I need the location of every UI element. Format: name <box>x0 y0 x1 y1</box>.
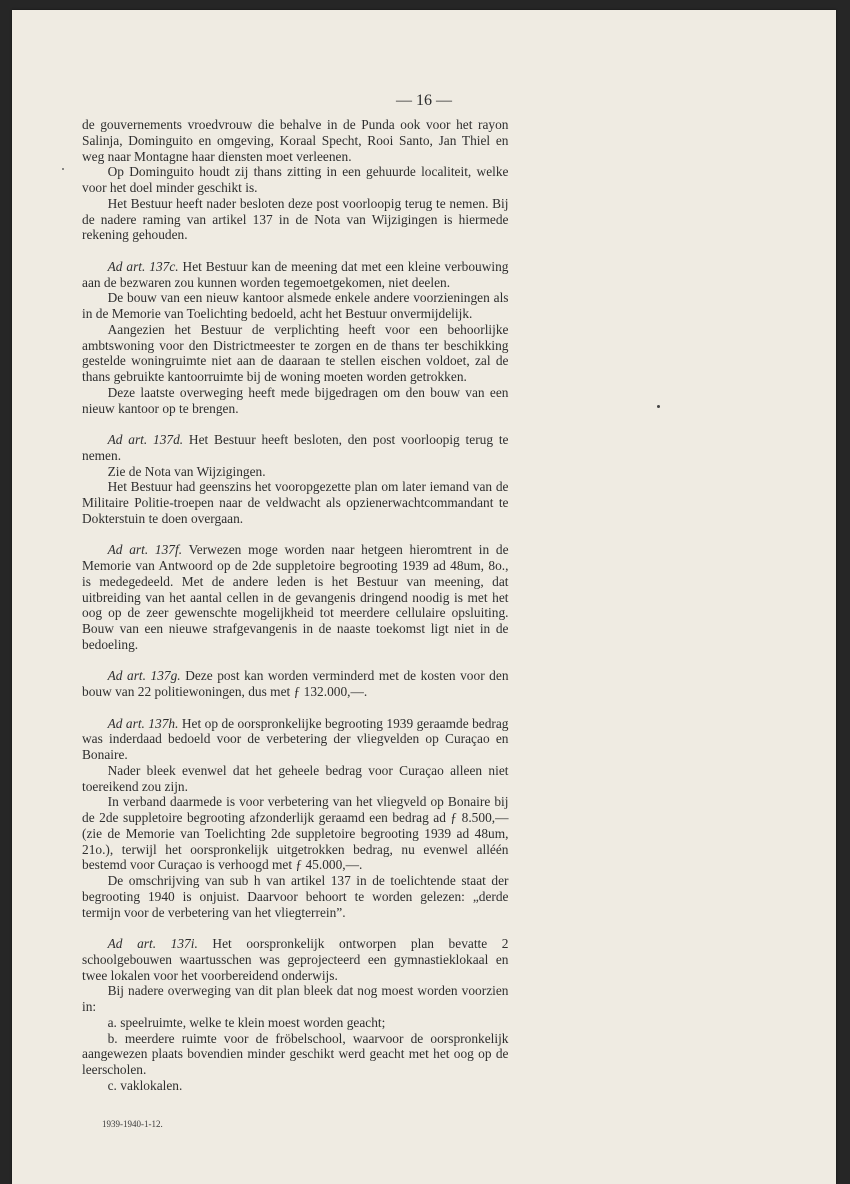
section-137f: Ad art. 137f. Verwezen moge worden naar hetgeen hieromtrent in de Memorie van Antwoord op de 2de suppletoire begrooting 1939 ad 48um, 8o., is medegedeeld. Met de andere leden is het Bestuur van meening, dat uitbreiding van het aantal cellen in de gevangenis dringend noodig is met het oog op de zeer gewenschte mogelijkheid tot meerdere cellulaire opsluiting. Bouw van een nieuwe strafgevangenis in de naaste toekomst ligt niet in de bedoeling. <box>82 542 509 652</box>
article-ref: Ad art. 137f. <box>107 542 183 558</box>
paragraph: Zie de Nota van Wijzigingen. <box>107 463 266 479</box>
document-page <box>12 10 836 1184</box>
paragraph: In verband daarmede is voor verbetering van het vliegveld op Bonaire bij de 2de suppletoire begrooting afzonderlijk geraamd een bedrag ad ƒ 8.500,— (zie de Memorie van Toelichting 2de suppletoire begrooting 1939 ad 48um, 21o.), terwijl het oorspronkelijk uitgetrokken bedrag, nu evenwel alléén bestemd voor Curaçao is verhoogd met ƒ 45.000,—. <box>82 794 509 873</box>
list-item: c. vaklokalen. <box>107 1077 183 1093</box>
list-item: b. meerdere ruimte voor de fröbelschool, waarvoor de oorspronkelijk aangewezen plaats bovendien minder geschikt werd geacht met het oog op de leerscholen. <box>82 1030 509 1077</box>
paragraph: Deze laatste overweging heeft mede bijgedragen om den bouw van een nieuw kantoor op te brengen. <box>82 384 509 416</box>
paragraph: Aangezien het Bestuur de verplichting heeft voor een behoorlijke ambtswoning voor den Districtmeester te zorgen en de thans ter beschikking gestelde woningruimte niet aan de daaraan te stellen eischen voldoet, zal de thans gebruikte kantoorruimte bij de woning moeten worden getrokken. <box>82 321 509 384</box>
article-ref: Ad art. 137c. <box>107 258 179 274</box>
body-text <box>82 117 509 1094</box>
section-137h: Ad art. 137h. Het op de oorspronkelijke begrooting 1939 geraamde bedrag was inderdaad bedoeld voor de verbetering der vliegvelden op Curaçao en Bonaire. <box>82 715 509 762</box>
paragraph: Bij nadere overweging van dit plan bleek dat nog moest worden voorzien in: <box>82 983 509 1014</box>
ink-speck <box>657 405 660 408</box>
paragraph: de gouvernements vroedvrouw die behalve in de Punda ook voor het rayon Salinja, Dominguito en omgeving, Koraal Specht, Rooi Santo, Jan Thiel en weg naar Montagne haar diensten moet verleenen. <box>82 117 509 164</box>
article-ref: Ad art. 137h. <box>107 715 179 731</box>
paragraph: Op Dominguito houdt zij thans zitting in een gehuurde localiteit, welke voor het doel minder geschikt is. <box>82 164 509 195</box>
list-item: a. speelruimte, welke te klein moest worden geacht; <box>107 1014 386 1030</box>
paragraph: Het Bestuur had geenszins het vooropgezette plan om later iemand van de Militaire Politie-troepen naar de veldwacht als opzienerwachtcommandant te Dokterstuin te doen overgaan. <box>82 479 509 526</box>
article-ref: Ad art. 137g. <box>107 668 181 684</box>
article-ref: Ad art. 137d. <box>107 432 184 447</box>
paragraph: Nader bleek evenwel dat het geheele bedrag voor Curaçao alleen niet toereikend zou zijn. <box>82 762 509 794</box>
section-137g: Ad art. 137g. Deze post kan worden verminderd met de kosten voor den bouw van 22 politiewoningen, dus met ƒ 132.000,—. <box>82 668 509 699</box>
section-137c: Ad art. 137c. Het Bestuur kan de meening dat met een kleine verbouwing aan de bezwaren zou kunnen worden tegemoetgekomen, niet deelen. <box>82 258 509 290</box>
section-137d: Ad art. 137d. Het Bestuur heeft besloten, den post voorloopig terug te nemen. <box>82 432 509 463</box>
page-number: — 16 — <box>396 92 452 109</box>
paragraph: Het Bestuur heeft nader besloten deze post voorloopig terug te nemen. Bij de nadere raming van artikel 137 in de Nota van Wijzigingen is hiermede rekening gehouden. <box>82 195 509 243</box>
article-ref: Ad art. 137i. <box>107 936 198 951</box>
footer-code: 1939-1940-1-12. <box>102 1119 163 1129</box>
paragraph: De bouw van een nieuw kantoor alsmede enkele andere voorzieningen als in de Memorie van Toelichting bedoeld, acht het Bestuur onvermijdelijk. <box>82 290 509 321</box>
ink-speck <box>62 168 64 170</box>
paragraph: De omschrijving van sub h van artikel 137 in de toelichtende staat der begrooting 1940 is onjuist. Daarvoor behoort te worden gelezen: „derde termijn voor de verbetering van het vliegterrein”. <box>82 873 509 920</box>
section-137i: Ad art. 137i. Het oorspronkelijk ontworpen plan bevatte 2 schoolgebouwen waartusschen was geprojecteerd een gymnastieklokaal en twee lokalen voor het voorbereidend onderwijs. <box>82 936 509 983</box>
